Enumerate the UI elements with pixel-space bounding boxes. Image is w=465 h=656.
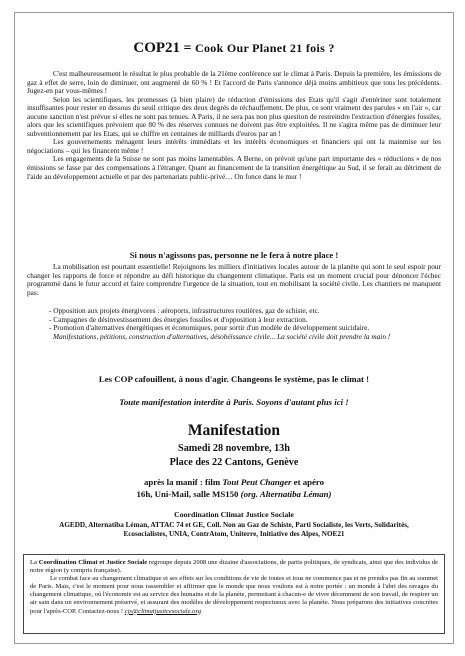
about-box <box>23 554 445 634</box>
about-text: regroupe depuis 2008 une dizaine d'associations, de partis politiques, de syndicats, ainsi que des individus de notre région (y compris française). <box>30 559 438 575</box>
after-text: et apéro <box>291 477 325 487</box>
about-paragraph-2 <box>30 575 438 615</box>
list-item: - Opposition aux projets énergivores : aéroports, infrastructures routières, gaz de schiste, etc. <box>49 306 320 315</box>
event-date: Samedi 28 novembre, 13h <box>178 443 290 454</box>
intro-paragraph: Selon les scientifiques, les promesses (à bien plaire) de réduction d'émissions des Etats qu'il s'agit d'entériner sont totalement insuffisantes pour rester en dessous du seuil critique des deux degrés de réchauffement. De plus, ce sont vraiment des paroles « en l'air », car aucune sanction n'est prévue si elles ne sont pas tenues. A Paris, il ne sera pas non plus question de restreindre l'extraction d'énergies fossiles, alors que les scientifiques prévoient que 80 % des réserves connues ne doivent pas être exploitées. Il ne s'agira même pas de diminuer leur subventionnement par les Etats, qui se chiffre en centaines de milliards d'euros par an ! <box>27 94 441 138</box>
title-main: COP21 <box>133 40 181 56</box>
call-heading: Si nous n'agissons pas, personne ne le fera à notre place ! <box>129 250 339 260</box>
list-item: - Promotion d'alternatives énergétiques et économiques, pour sortir d'un modèle de développement suicidaire. <box>49 323 370 333</box>
coordination-members: AGEDD, Alternatiba Léman, ATTAC 74 et GE, Coll. Non au Gaz de Schiste, Parti Socialiste, les Verts, Solidarités, Ecosocialistes, UNIA, ContrAtom, Uniterre, Initiative des Alpes, NOE21 <box>59 521 409 539</box>
intro-text <box>27 70 441 181</box>
about-text: La <box>30 559 39 566</box>
title-tagline: Cook Our Planet 21 fois ? <box>195 41 335 55</box>
after-text: après la manif : film <box>143 477 223 487</box>
film-title: Tout Peut Changer <box>222 477 292 487</box>
call-paragraph: La mobilisation est pourtant essentielle! Rejoignons les milliers d'initiatives locales autour de la planète qui sont le seul espoir pour changer les rapports de force et répondre au défi historique du changement climatique. Paris est un moment crucial pour dénoncer l'échec programmé dans le futur accord et faire comprendre l'urgence de la situation, tout en mobilisant la société civile. Les chantiers ne manquent pas: <box>27 262 441 297</box>
after-venue: 16h, Uni-Mail, salle MS150 <box>136 489 241 499</box>
list-item: - Campagnes de désinvestissement des énergies fossiles et d'opposition à leur extraction. <box>49 314 308 324</box>
contact-email-link[interactable]: cjs@climatjusticesociale.org <box>124 607 202 615</box>
after-line-2 <box>27 489 441 500</box>
intro-paragraph: Les engagements de la Suisse ne sont pas moins lamentables. A Berne, on prévoit qu'une part importante des « réductions » de nos émissions se fasse par des compensations à l'étranger. Quant au financement de la transition énergétique au Sud, il se ferait au détriment de l'aide au développement actuelle et par des partenariats public-privé… On fonce dans le mur ! <box>27 154 441 181</box>
intro-paragraph: C'est malheureusement le résultat le plus probable de la 21ème conférence sur le climat à Paris. Depuis la première, les émissions de gaz à effet de serre, loin de diminuer, ont augmenté de 60 % ! Et l'accord de Paris s'annonce déjà moins ambitieux que tous les précédents. Jugez-en par vous-mêmes ! <box>27 69 441 96</box>
flyer-title <box>27 40 441 57</box>
about-org-name: Coordination Climat et Justice Sociale <box>38 559 148 566</box>
action-list <box>27 307 441 341</box>
about-paragraph-1 <box>30 559 438 575</box>
intro-paragraph: Les gouvernements ménagent leurs intérêts immédiats et les intérêts économiques et financiers qui ont la mainmise sur les négociations – qui les financent même ! <box>27 137 441 155</box>
event-place: Place des 22 Cantons, Genève <box>169 457 299 468</box>
title-equals: = <box>180 41 196 56</box>
coordination-heading: Coordination Climat Justice Sociale <box>174 510 294 519</box>
ban-notice: Toute manifestation interdite à Paris. Soyons d'autant plus ici ! <box>119 397 349 407</box>
call-paragraph-block <box>27 263 441 297</box>
list-closing: Manifestations, pétitions, construction d'alternatives, désobéissance civile... La société civile doit prendre la main ! <box>53 331 391 341</box>
after-line-1 <box>27 477 441 488</box>
flyer-page <box>14 12 454 644</box>
slogan: Les COP cafouillent, à nous d'agir. Changeons le système, pas le climat ! <box>98 374 370 384</box>
after-organizer: (org. Alternatiba Léman) <box>240 489 332 499</box>
about-text: Le combat face au changement climatique et ses effets sur les conditions de vie de toutes et tous ne commence pas et ne prendra pas fin au sommet de Paris. Mais, c'est le moment pour nous rassembler et affirmer que le monde que nous voulons est à notre portée : un monde à l'abri des ravages du changement climatique, où l'économie est au service des humains et de la planète, permettant à chacun-e de vivre décemment de son travail, de respirer un air sain dans un environnement préservé, et assurant des modèles de développement respectueux avec la planète. Nous préparons des initiatives concrètes pour l'après-COP. Contactez-nous ! <box>30 575 438 615</box>
event-heading: Manifestation <box>187 422 281 439</box>
